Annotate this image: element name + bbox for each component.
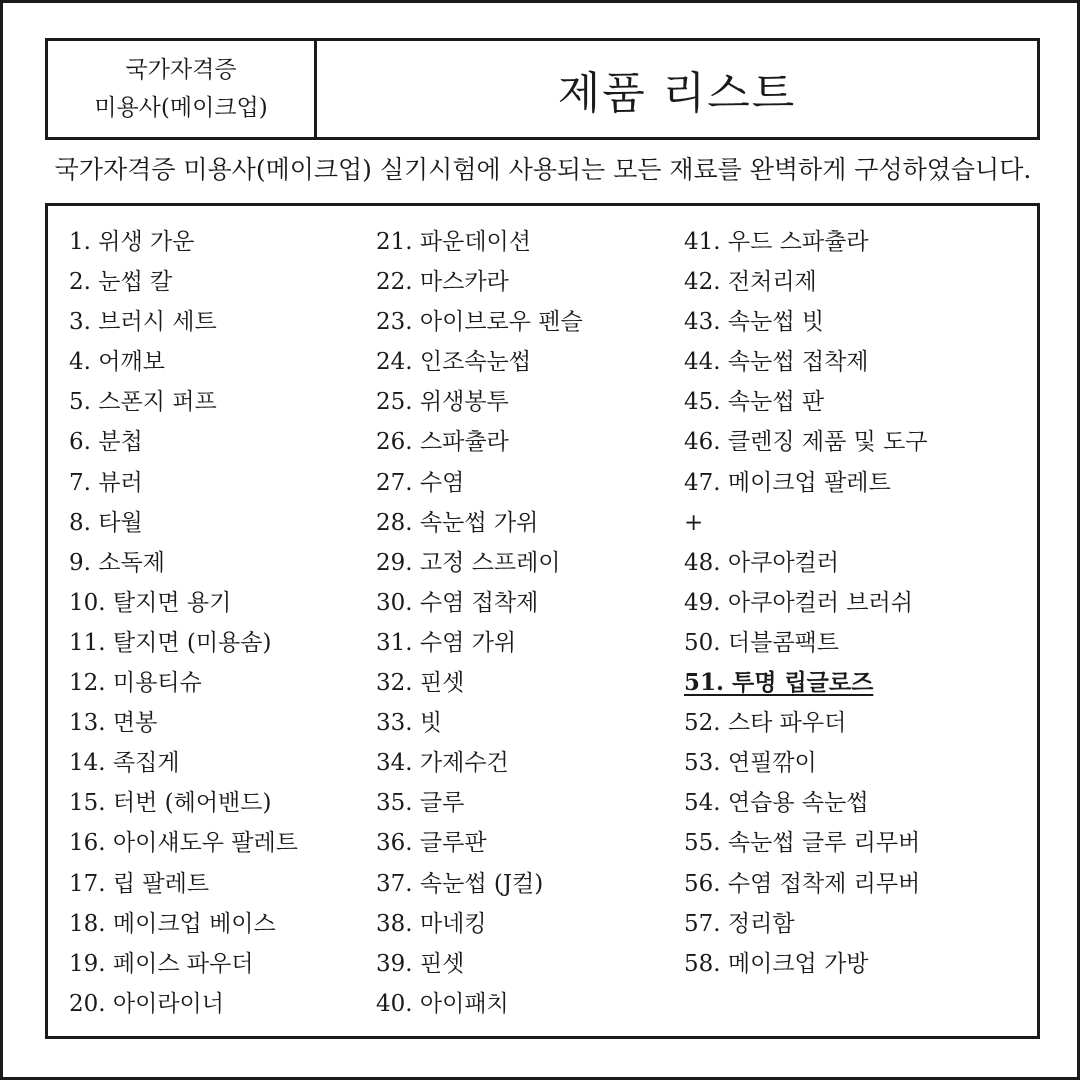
list-item: 47. 메이크업 팔레트 <box>684 469 891 496</box>
list-item: 35. 글루 <box>376 790 465 817</box>
list-item: 3. 브러시 세트 <box>69 309 217 336</box>
product-column-2 <box>376 222 583 1024</box>
list-item: 8. 타월 <box>69 509 143 536</box>
list-item: 34. 가제수건 <box>376 750 509 777</box>
list-item: 46. 클렌징 제품 및 도구 <box>684 429 928 456</box>
list-item: 15. 터번 (헤어밴드) <box>69 790 272 817</box>
list-item: 54. 연습용 속눈썹 <box>684 790 869 817</box>
list-item: 14. 족집게 <box>69 750 180 777</box>
header-box <box>45 38 1040 140</box>
product-list-box <box>45 203 1040 1039</box>
list-item: 44. 속눈썹 접착제 <box>684 349 869 376</box>
certificate-line-2: 미용사(메이크업) <box>94 95 268 121</box>
list-item: 50. 더블콤팩트 <box>684 629 839 656</box>
subtitle: 국가자격증 미용사(메이크업) 실기시험에 사용되는 모든 재료를 완벽하게 구성하였습니다. <box>54 155 1032 184</box>
list-item: 29. 고정 스프레이 <box>376 549 561 576</box>
list-item: 57. 정리함 <box>684 910 795 937</box>
list-item: 36. 글루판 <box>376 830 487 857</box>
list-item: 37. 속눈썹 (J컬) <box>376 870 544 897</box>
list-item: 22. 마스카라 <box>376 269 509 296</box>
list-item: 28. 속눈썹 가위 <box>376 509 539 536</box>
list-item: 30. 수염 접착제 <box>376 589 539 616</box>
list-item: 32. 핀셋 <box>376 670 465 697</box>
list-item: 26. 스파츌라 <box>376 429 509 456</box>
list-item: 20. 아이라이너 <box>69 990 224 1017</box>
list-item: 13. 면봉 <box>69 710 158 737</box>
list-item: 16. 아이섀도우 팔레트 <box>69 830 298 857</box>
list-item: 31. 수염 가위 <box>376 629 517 656</box>
list-item: 45. 속눈썹 판 <box>684 389 825 416</box>
list-item: 4. 어깨보 <box>69 349 165 376</box>
list-item: 1. 위생 가운 <box>69 229 195 255</box>
certificate-line-1: 국가자격증 <box>125 57 237 83</box>
product-column-3 <box>684 222 928 984</box>
list-item: 19. 페이스 파우더 <box>69 950 254 977</box>
list-item: 23. 아이브로우 펜슬 <box>376 309 583 336</box>
list-item-highlighted: 51. 투명 립글로즈 <box>684 669 874 697</box>
list-item: 53. 연필깎이 <box>684 750 817 777</box>
list-item: 9. 소독제 <box>69 549 165 576</box>
list-item: 5. 스폰지 퍼프 <box>69 389 217 416</box>
product-column-1 <box>69 222 298 1024</box>
list-item: 6. 분첩 <box>69 429 143 456</box>
list-item: 33. 빗 <box>376 710 443 737</box>
list-item: 21. 파운데이션 <box>376 229 531 255</box>
list-item: 2. 눈썹 칼 <box>69 269 173 296</box>
list-item: 55. 속눈썹 글루 리무버 <box>684 830 921 857</box>
list-item: 56. 수염 접착제 리무버 <box>684 870 921 897</box>
list-item: 40. 아이패치 <box>376 990 509 1017</box>
list-item: 38. 마네킹 <box>376 910 487 937</box>
list-separator: + <box>684 509 704 536</box>
list-item: 18. 메이크업 베이스 <box>69 910 276 937</box>
list-item: 52. 스타 파우더 <box>684 710 847 737</box>
list-item: 48. 아쿠아컬러 <box>684 549 839 576</box>
list-item: 17. 립 팔레트 <box>69 870 210 897</box>
list-item: 41. 우드 스파츌라 <box>684 229 869 255</box>
list-item: 10. 탈지면 용기 <box>69 589 232 616</box>
list-item: 58. 메이크업 가방 <box>684 950 869 977</box>
list-item: 24. 인조속눈썹 <box>376 349 531 376</box>
list-item: 27. 수염 <box>376 469 465 496</box>
page-title: 제품 리스트 <box>557 68 797 119</box>
list-item: 49. 아쿠아컬러 브러쉬 <box>684 589 913 616</box>
list-item: 42. 전처리제 <box>684 269 817 296</box>
list-item: 7. 뷰러 <box>69 469 143 496</box>
list-item: 43. 속눈썹 빗 <box>684 309 825 336</box>
list-item: 11. 탈지면 (미용솜) <box>69 629 272 656</box>
list-item: 12. 미용티슈 <box>69 670 202 697</box>
certificate-label <box>48 41 317 137</box>
list-item: 25. 위생봉투 <box>376 389 509 416</box>
list-item: 39. 핀셋 <box>376 950 465 977</box>
